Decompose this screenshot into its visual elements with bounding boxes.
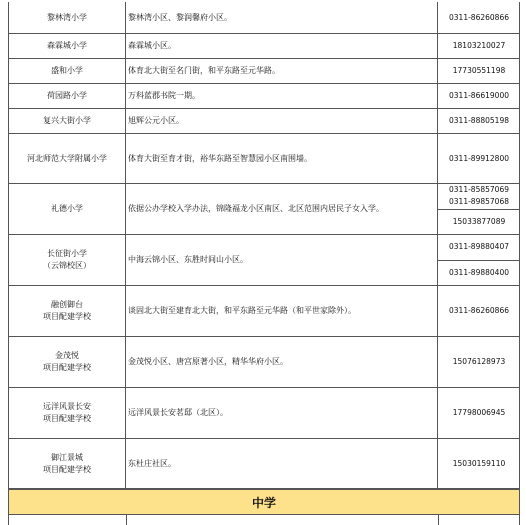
phone-number: 0311-85857069 xyxy=(449,185,509,195)
school-name: 御江景城 xyxy=(51,452,83,462)
phone-group xyxy=(449,305,509,317)
phone-cell xyxy=(438,2,520,33)
school-name: 金茂悦 xyxy=(55,351,79,360)
phone-group xyxy=(453,40,506,52)
phone-group xyxy=(449,115,509,127)
phone-group xyxy=(453,407,506,419)
school-name: 远洋风景长安 xyxy=(43,402,91,411)
district-area-text: 森霖城小区。 xyxy=(128,41,176,50)
school-name: 项目配建学校 xyxy=(43,464,91,474)
phone-group xyxy=(449,12,509,24)
phone-number: 0311-88805198 xyxy=(449,116,509,125)
table-row xyxy=(8,2,520,34)
school-name: 项目配建学校 xyxy=(43,312,91,321)
phone-number: 17798006945 xyxy=(452,408,506,417)
district-area-cell xyxy=(126,235,438,285)
phone-group xyxy=(438,235,520,260)
phone-number: 0311-89880407 xyxy=(449,242,509,252)
school-name-cell xyxy=(9,34,126,58)
phone-cell xyxy=(438,439,520,488)
district-area-cell xyxy=(126,337,438,387)
district-area-text: 中海云锦小区、东胜时间山小区。 xyxy=(128,255,248,264)
table-row xyxy=(8,84,520,109)
district-area-text: 谈固北大街至建育北大街，和平东路至元华路（和平世家除外）。 xyxy=(128,306,356,315)
phone-number: 15076128973 xyxy=(452,357,506,366)
phone-cell xyxy=(438,84,520,108)
district-area-cell xyxy=(126,286,438,336)
table-row xyxy=(8,337,520,388)
school-name: 礼德小学 xyxy=(51,204,83,213)
table-row xyxy=(8,286,520,337)
table-row xyxy=(8,34,520,59)
district-area-cell xyxy=(126,134,438,183)
district-area-text: 万科蓝郡书院一期。 xyxy=(128,91,200,100)
district-area-cell xyxy=(126,184,438,234)
school-name-cell xyxy=(9,439,126,488)
phone-number: 17730551198 xyxy=(452,66,506,75)
phone-cell xyxy=(438,235,520,285)
phone-number: 0311-89912800 xyxy=(449,153,509,163)
district-area-text: 金茂悦小区、唐宫原著小区，精华华府小区。 xyxy=(128,357,288,366)
school-name-cell xyxy=(9,2,126,33)
school-name-cell xyxy=(9,84,126,108)
phone-cell xyxy=(438,184,520,234)
school-name: 长征街小学 xyxy=(47,249,87,258)
school-name-cell xyxy=(9,109,126,133)
district-area-cell xyxy=(126,84,438,108)
school-name: 荷园路小学 xyxy=(47,91,87,100)
school-name-cell xyxy=(9,59,126,83)
phone-number: 18103210027 xyxy=(452,41,506,50)
district-area-cell xyxy=(126,2,438,33)
phone-cell xyxy=(438,134,520,183)
phone-group xyxy=(453,356,506,368)
phone-number: 15033877089 xyxy=(452,216,506,226)
table-row xyxy=(8,184,520,235)
district-area-text: 旭辉公元小区。 xyxy=(128,116,184,125)
table-row xyxy=(8,388,520,439)
phone-number: 15030159110 xyxy=(452,458,506,468)
phone-cell xyxy=(438,59,520,83)
district-area-text: 依据公办学校入学办法，锦隆福龙小区南区、北区范围内居民子女入学。 xyxy=(128,204,384,213)
phone-cell xyxy=(438,34,520,58)
school-name: 黎林湾小学 xyxy=(47,12,87,22)
school-name-cell xyxy=(9,134,126,183)
phone-group xyxy=(438,209,520,235)
school-name-cell xyxy=(9,286,126,336)
table-row xyxy=(8,235,520,286)
school-name: （云锦校区） xyxy=(43,261,91,270)
school-name-cell xyxy=(9,337,126,387)
district-area-cell xyxy=(126,59,438,83)
district-area-text: 远洋风景长安茗邸（北区）。 xyxy=(128,408,228,417)
district-area-text: 体育北大街至名门街，和平东路至元华路。 xyxy=(128,66,280,75)
school-name: 融创御台 xyxy=(51,300,83,309)
table-row xyxy=(8,439,520,489)
school-name: 盛和小学 xyxy=(51,66,83,75)
table-row xyxy=(8,59,520,84)
phone-number: 0311-86260866 xyxy=(449,12,509,22)
school-name: 河北师范大学附属小学 xyxy=(27,153,107,163)
district-area-cell xyxy=(126,439,438,488)
school-name-cell xyxy=(9,184,126,234)
school-name-cell xyxy=(9,388,126,438)
phone-group xyxy=(438,184,520,209)
section-header-middle-school: 中学 xyxy=(8,489,520,515)
table-continuation xyxy=(8,515,520,525)
phone-number: 0311-89880400 xyxy=(449,267,509,277)
district-area-text: 黎林湾小区、黎润馨府小区。 xyxy=(128,12,232,22)
school-name: 复兴大街小学 xyxy=(43,116,91,125)
phone-cell xyxy=(438,388,520,438)
phone-number: 0311-89857068 xyxy=(449,197,509,207)
district-area-cell xyxy=(126,109,438,133)
phone-group xyxy=(453,458,506,470)
district-area-cell xyxy=(126,34,438,58)
district-area-text: 东杜庄社区。 xyxy=(128,458,176,468)
school-name: 项目配建学校 xyxy=(43,414,91,423)
phone-group xyxy=(449,153,509,165)
phone-group xyxy=(438,260,520,286)
school-name: 森霖城小学 xyxy=(47,41,87,50)
phone-number: 0311-86260866 xyxy=(449,306,509,315)
phone-group xyxy=(449,90,509,102)
table-row xyxy=(8,109,520,134)
phone-cell xyxy=(438,109,520,133)
phone-cell xyxy=(438,286,520,336)
table-row xyxy=(8,134,520,184)
school-name-cell xyxy=(9,235,126,285)
school-name: 项目配建学校 xyxy=(43,363,91,372)
phone-number: 0311-86619000 xyxy=(449,91,509,100)
district-area-cell xyxy=(126,388,438,438)
phone-group xyxy=(453,65,506,77)
phone-cell xyxy=(438,337,520,387)
district-area-text: 体育大街至育才街，裕华东路至智慧园小区南围墙。 xyxy=(128,153,312,163)
